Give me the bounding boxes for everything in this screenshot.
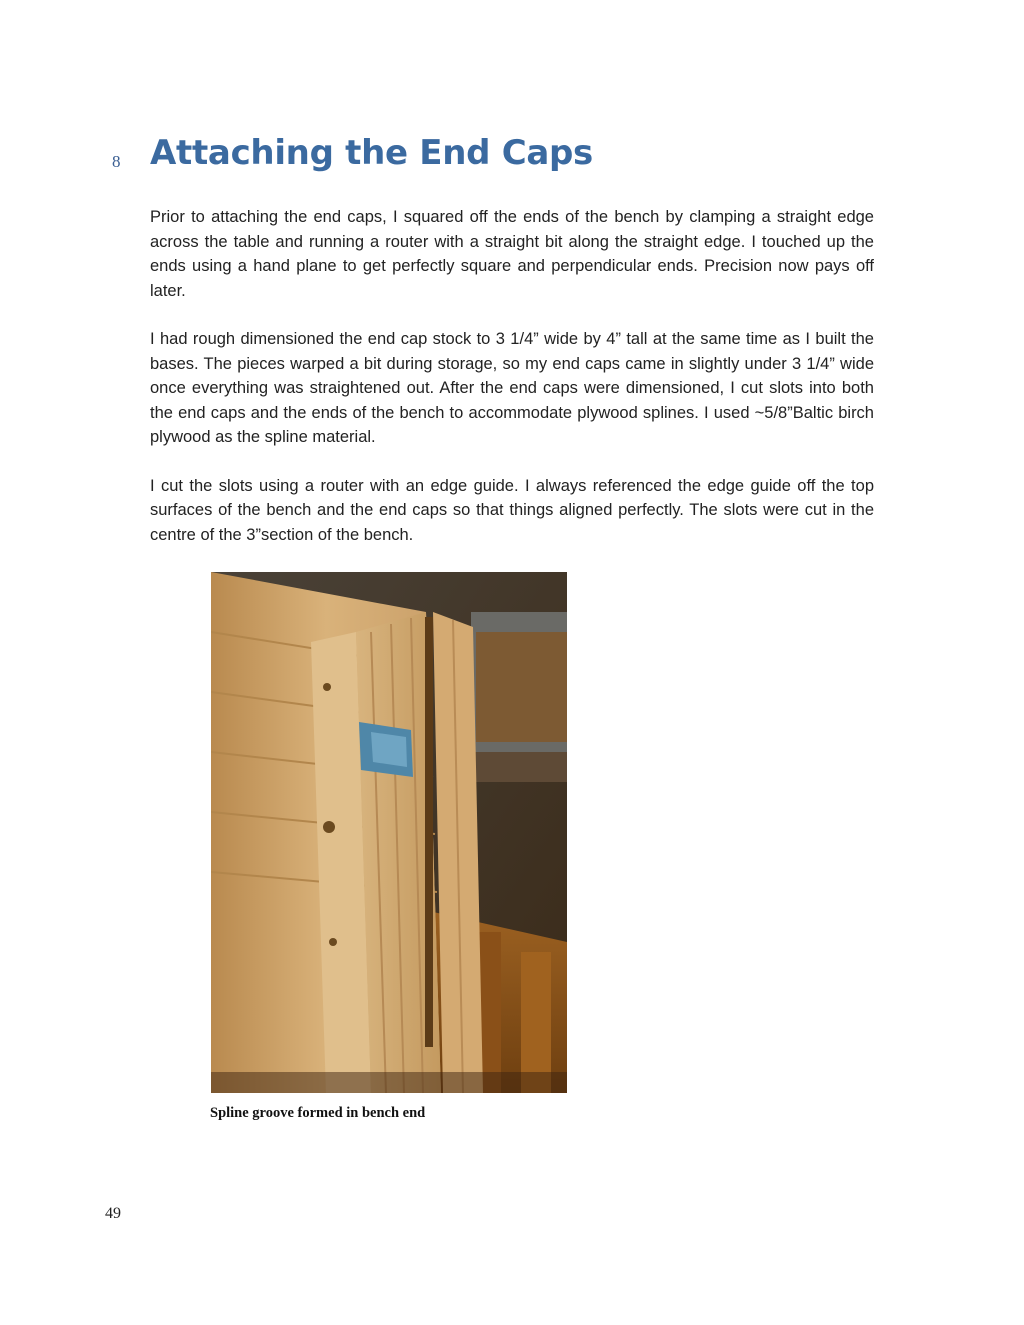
paragraph-1: Prior to attaching the end caps, I squared off the ends of the bench by clamping a straight edge across the table and running a router with a straight bit along the straight edge. I touched up the ends using a hand plane to get perfectly square and perpendicular ends. Precision now pays off later. (150, 208, 874, 300)
section-number: 8 (112, 152, 121, 171)
bench-end-photo-illustration (211, 572, 567, 1093)
body-text (150, 205, 874, 571)
paragraph-3: I cut the slots using a router with an edge guide. I always referenced the edge guide off the top surfaces of the bench and the end caps so that things aligned perfectly. The slots were cut in the centre of the 3”section of the bench. (150, 476, 874, 544)
section-title: Attaching the End Caps (150, 133, 593, 173)
bench-end-photo (211, 572, 567, 1093)
paragraph-2: I had rough dimensioned the end cap stock to 3 1/4” wide by 4” tall at the same time as I built the bases. The pieces warped a bit during storage, so my end caps came in slightly under 3 1/4” wide once everything was straightened out. After the end caps were dimensioned, I cut slots into both the end caps and the ends of the bench to accommodate plywood splines. I used ~5/8”Baltic birch plywood as the spline material. (150, 330, 874, 446)
page-number: 49 (105, 1205, 121, 1222)
figure-caption: Spline groove formed in bench end (210, 1105, 426, 1121)
